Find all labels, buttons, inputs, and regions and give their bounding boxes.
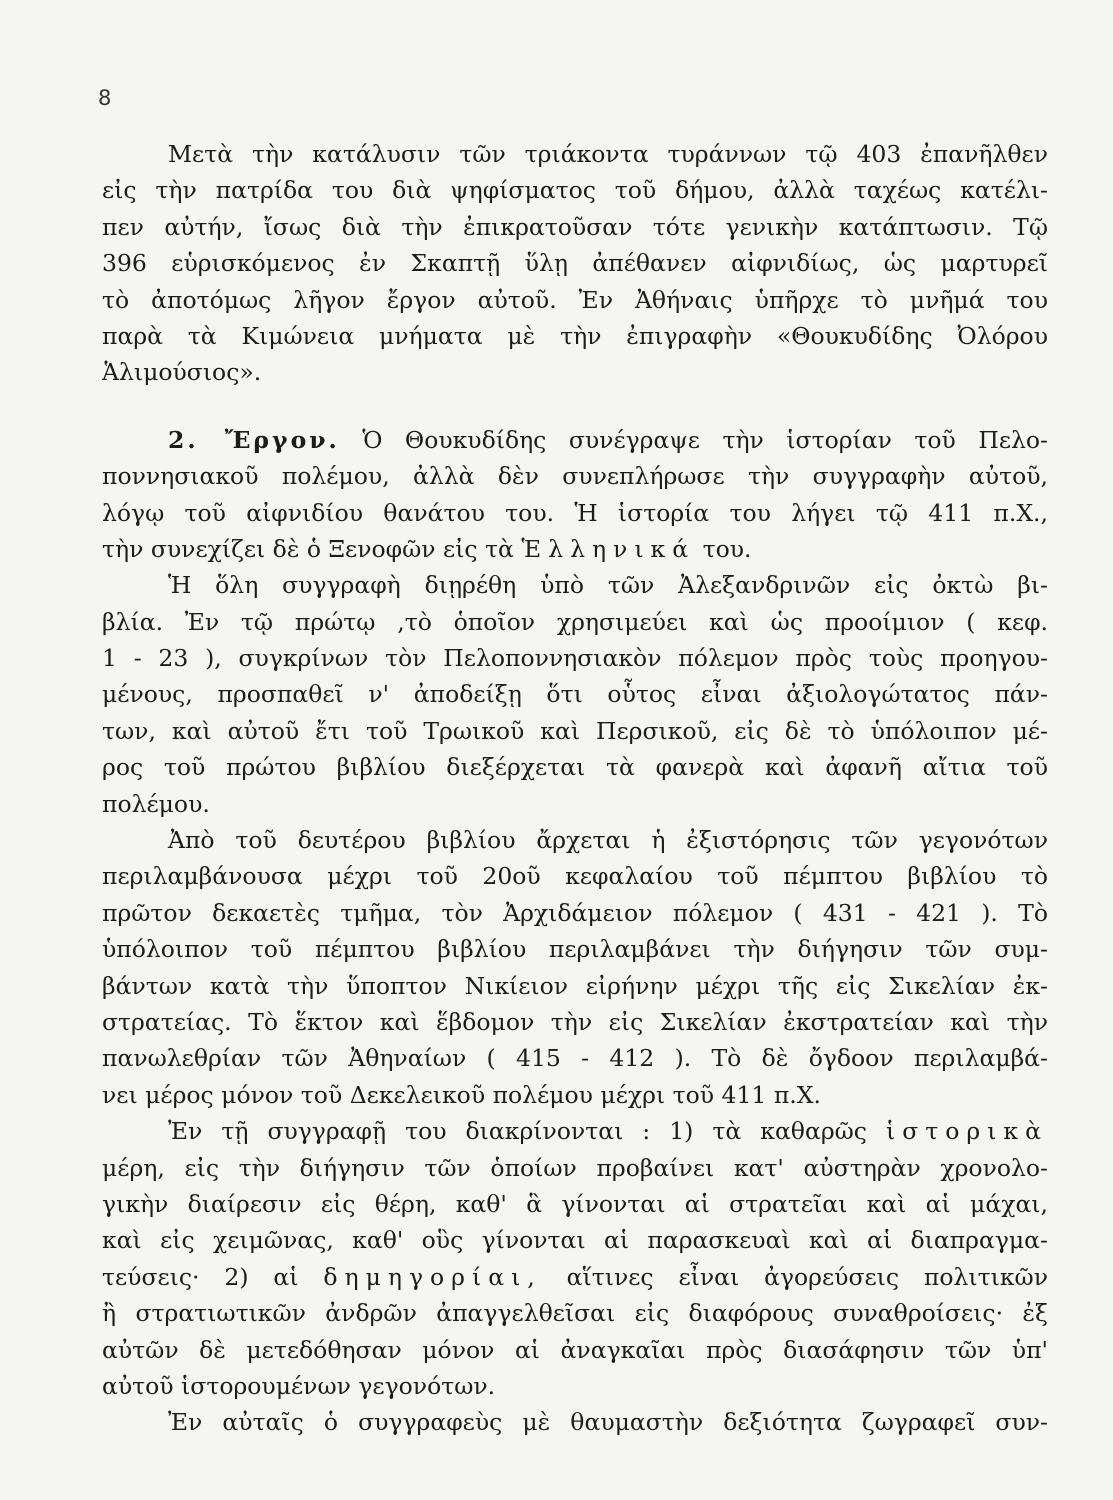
text-line: 396 εὑρισκόμενος ἐν Σκαπτῇ ὕλῃ ἀπέθανεν αἰφνιδίως, ὡς μαρτυρεῖ <box>102 249 1048 278</box>
text-line: Ἁλιμούσιος». <box>102 358 262 387</box>
text-line: γικὴν διαίρεσιν εἰς θέρη, καθ' ἃ γίνονται αἱ στρατεῖαι καὶ αἱ μάχαι, <box>102 1189 1048 1218</box>
text-segment: τὴν συνεχίζει δὲ ὁ Ξενοφῶν εἰς τὰ <box>102 534 514 563</box>
section-heading-line <box>102 422 1048 458</box>
spaced-word: δημηγορίαι, <box>323 1262 542 1291</box>
text-line <box>102 531 1048 567</box>
text-line: παρὰ τὰ Κιμώνεια μνήματα μὲ τὴν ἐπιγραφὴν «Θουκυδίδης Ὀλόρου <box>102 321 1048 350</box>
text-line: Ἡ ὅλη συγγραφὴ διῃρέθη ὑπὸ τῶν Ἀλεξανδρινῶν εἰς ὀκτὼ βι- <box>168 571 1048 600</box>
text-line: εἰς τὴν πατρίδα του διὰ ψηφίσματος τοῦ δήμου, ἀλλὰ ταχέως κατέλι- <box>102 176 1048 205</box>
text-line: ὑπόλοιπον τοῦ πέμπτου βιβλίου περιλαμβάνει τὴν διήγησιν τῶν συμ- <box>102 935 1048 964</box>
text-line: αὐτῶν δὲ μετεδόθησαν μόνον αἱ ἀναγκαῖαι πρὸς διασάφησιν τῶν ὑπ' <box>102 1335 1048 1364</box>
section-heading: 2. Ἔργον. <box>168 425 340 454</box>
text-line: αὐτοῦ ἱστορουμένων γεγονότων. <box>102 1371 496 1400</box>
text-segment: αἵτινες εἶναι ἀγορεύσεις πολιτικῶν <box>566 1262 1048 1291</box>
text-line <box>102 1259 1048 1295</box>
page-number: 8 <box>98 86 112 110</box>
spaced-word: ἱστορικὰ <box>885 1117 1048 1146</box>
text-line: ἢ στρατιωτικῶν ἀνδρῶν ἀπαγγελθεῖσαι εἰς διαφόρους συναθροίσεις· ἐξ <box>102 1299 1048 1328</box>
text-line: των, καὶ αὐτοῦ ἔτι τοῦ Τρωικοῦ καὶ Περσικοῦ, εἰς δὲ τὸ ὑπόλοιπον μέ- <box>102 716 1048 745</box>
text-line: τὸ ἀποτόμως λῆγον ἔργον αὐτοῦ. Ἐν Ἀθήναις ὑπῆρχε τὸ μνῆμά του <box>102 285 1048 314</box>
text-line: καὶ εἰς χειμῶνας, καθ' οὓς γίνονται αἱ παρασκευαὶ καὶ αἱ διαπραγμα- <box>102 1226 1048 1255</box>
text-line: πρῶτον δεκαετὲς τμῆμα, τὸν Ἀρχιδάμειον πόλεμον ( 431 - 421 ). Τὸ <box>102 898 1048 927</box>
body-text <box>102 136 1048 1441</box>
text-line: 1 - 23 ), συγκρίνων τὸν Πελοποννησιακὸν πόλεμον πρὸς τοὺς προηγου- <box>102 644 1048 673</box>
text-line: Μετὰ τὴν κατάλυσιν τῶν τριάκοντα τυράννων τῷ 403 ἐπανῆλθεν <box>168 140 1048 168</box>
text-line: λόγῳ τοῦ αἰφνιδίου θανάτου του. Ἡ ἱστορία του λήγει τῷ 411 π.Χ., <box>102 498 1048 527</box>
text-line: Ἐν αὐταῖς ὁ συγγραφεὺς μὲ θαυμαστὴν δεξιότητα ζωγραφεῖ συν- <box>168 1408 1048 1437</box>
text-segment: του. <box>702 534 752 563</box>
text-line: νει μέρος μόνον τοῦ Δεκελεικοῦ πολέμου μέχρι τοῦ 411 π.Χ. <box>102 1080 821 1109</box>
text-line: πανωλεθρίαν τῶν Ἀθηναίων ( 415 - 412 ). Τὸ δὲ ὄγδοον περιλαμβά- <box>102 1044 1048 1073</box>
text-line: πεν αὐτήν, ἴσως διὰ τὴν ἐπικρατοῦσαν τότε γενικὴν κατάπτωσιν. Τῷ <box>102 212 1048 241</box>
text-line: βάντων κατὰ τὴν ὕποπτον Νικίειον εἰρήνην μέχρι τῆς εἰς Σικελίαν ἐκ- <box>102 971 1048 1000</box>
text-segment: Ἐν τῇ συγγραφῇ του διακρίνονται : 1) τὰ καθαρῶς <box>168 1117 867 1146</box>
text-line <box>102 1113 1048 1149</box>
spaced-word: Ἑλληνικά <box>521 534 696 563</box>
text-line: πολέμου. <box>102 789 210 818</box>
text-segment: Ὁ Θουκυδίδης συνέγραψε τὴν ἱστορίαν τοῦ Πελο- <box>362 425 1048 454</box>
text-line: μέρη, εἰς τὴν διήγησιν τῶν ὁποίων προβαίνει κατ' αὐστηρὰν χρονολο- <box>102 1153 1048 1182</box>
text-line: στρατείας. Τὸ ἕκτον καὶ ἕβδομον τὴν εἰς Σικελίαν ἐκστρατείαν καὶ τὴν <box>102 1007 1048 1036</box>
text-line: Ἀπὸ τοῦ δευτέρου βιβλίου ἄρχεται ἡ ἐξιστόρησις τῶν γεγονότων <box>168 826 1048 855</box>
text-line: ποννησιακοῦ πολέμου, ἀλλὰ δὲν συνεπλήρωσε τὴν συγγραφὴν αὐτοῦ, <box>102 462 1048 491</box>
text-line: ρος τοῦ πρώτου βιβλίου διεξέρχεται τὰ φανερὰ καὶ ἀφανῆ αἴτια τοῦ <box>102 753 1048 782</box>
text-line: περιλαμβάνουσα μέχρι τοῦ 20οῦ κεφαλαίου τοῦ πέμπτου βιβλίου τὸ <box>102 862 1048 891</box>
text-segment: τεύσεις· 2) αἱ <box>102 1262 299 1291</box>
text-line: βλία. Ἐν τῷ πρώτῳ ,τὸ ὁποῖον χρησιμεύει καὶ ὡς προοίμιον ( κεφ. <box>102 607 1048 636</box>
text-line: μένους, προσπαθεῖ ν' ἀποδείξῃ ὅτι οὗτος εἶναι ἀξιολογώτατος πάν- <box>102 680 1048 709</box>
